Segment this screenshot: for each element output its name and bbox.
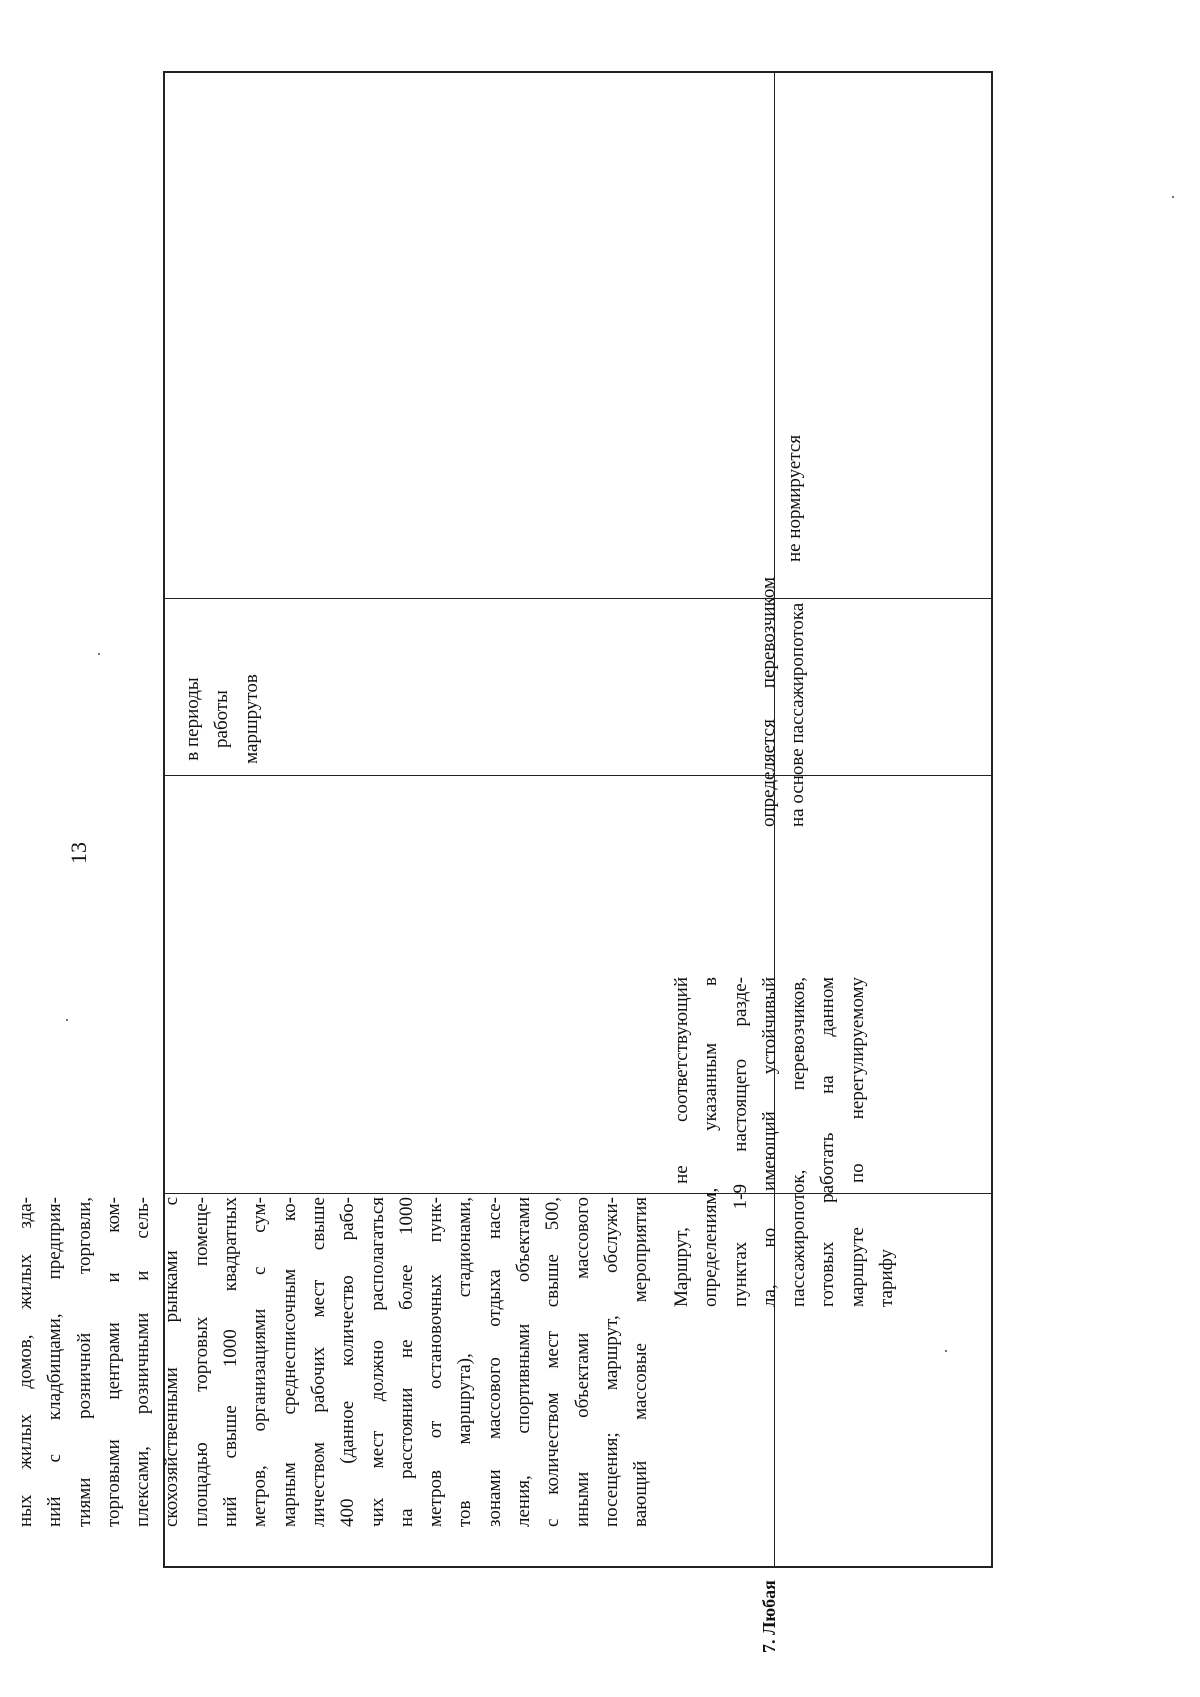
description-line: на расстоянии не более 1000 (395, 1197, 417, 1527)
row-norm-2: не нормируется (784, 434, 805, 562)
description-line: пассажиропоток, перевозчиков, (788, 977, 810, 1307)
description-line: чих мест должно располагаться (366, 1197, 388, 1527)
cell-divider (163, 598, 774, 599)
description-line: ных жилых домов, жилых зда- (15, 1197, 36, 1527)
scan-dot (1172, 196, 1174, 198)
description-line: ний с кладбищами, предприя- (44, 1197, 66, 1527)
description-line: зонами массового отдыха насе- (483, 1197, 505, 1527)
description-line: плексами, розничными и сель- (132, 1197, 154, 1527)
description-line: личеством рабочих мест свыше (307, 1197, 329, 1527)
description-line: маршруте по нерегулируемому (846, 977, 868, 1307)
description-line: Маршрут, не соответствующий (671, 977, 692, 1307)
description-line: готовых работать на данном (817, 977, 839, 1307)
description-line: торговыми центрами и ком- (102, 1197, 124, 1527)
description-line: скохозяйственными рынками с (161, 1197, 183, 1527)
merged-line: на основе пассажиропотока (787, 602, 809, 827)
description-line: пунктах 1-9 настоящего разде- (729, 977, 751, 1307)
merged-line: определяется перевозчиком (758, 577, 779, 827)
description-line: тов маршрута), стадионами, (454, 1197, 476, 1527)
row-description-1 (11, 1197, 655, 1527)
description-line: метров от остановочных пунк- (425, 1197, 447, 1527)
period-line: работы (211, 690, 233, 748)
description-line: с количеством мест свыше 500, (542, 1197, 564, 1527)
description-line: посещения; маршрут, обслужи- (600, 1197, 622, 1527)
description-line: определениям, указанным в (700, 977, 722, 1307)
description-line: площадью торговых помеще- (190, 1197, 212, 1527)
period-line: маршрутов (240, 674, 262, 764)
description-line: вающий массовые мероприятия (630, 1197, 652, 1527)
scan-dot (66, 1019, 68, 1021)
description-line: ления, спортивными объектами (513, 1197, 535, 1527)
description-line: метров, организациями с сум- (249, 1197, 271, 1527)
row-merged-value-2 (754, 577, 814, 827)
description-line: марным среднесписочным ко- (278, 1197, 300, 1527)
description-line: тарифу (876, 1249, 898, 1307)
scan-dot (945, 1350, 947, 1352)
description-line: ла, но имеющий устойчивый (758, 977, 780, 1307)
row-period-1 (178, 634, 268, 804)
description-line: тиями розничной торговли, (73, 1197, 95, 1527)
period-line: в периоды (182, 677, 203, 761)
scan-dot (98, 653, 100, 655)
page-number: 13 (66, 842, 91, 864)
description-line: иными объектами массового (571, 1197, 593, 1527)
description-line: ний свыше 1000 квадратных (220, 1197, 242, 1527)
row-description-2 (667, 977, 901, 1307)
description-line: 400 (данное количество рабо- (337, 1197, 359, 1527)
row-category-2: 7. Любая (759, 1580, 779, 1653)
